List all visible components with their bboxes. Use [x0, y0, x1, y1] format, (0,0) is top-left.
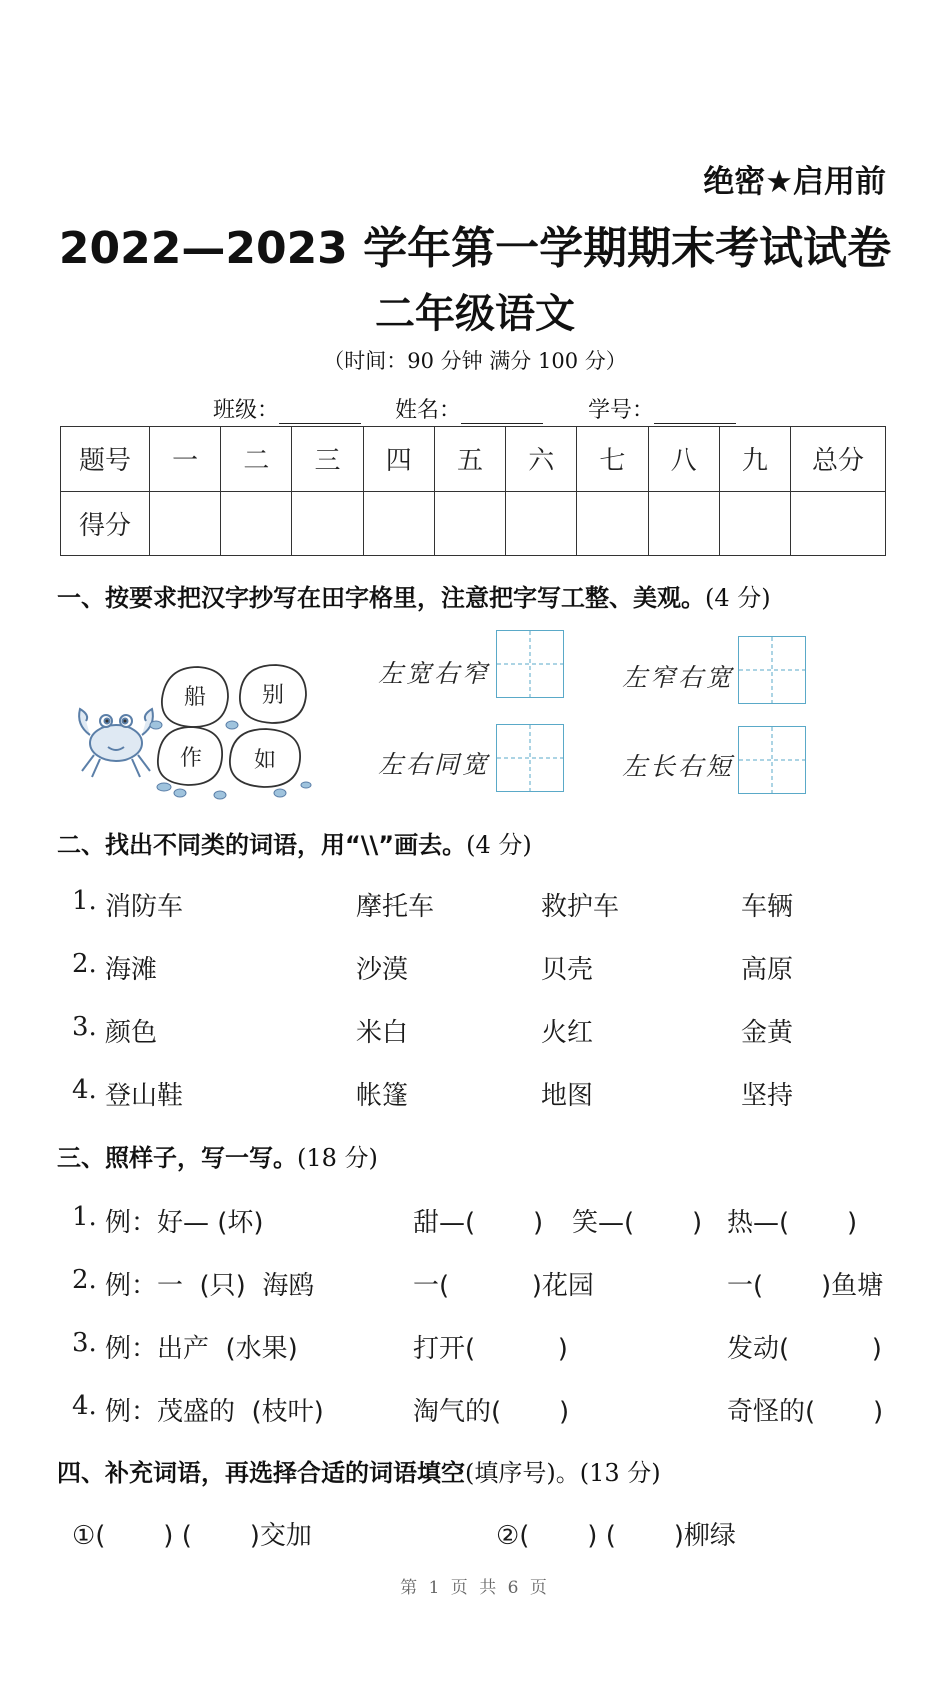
score-input-cell[interactable] — [434, 491, 505, 556]
tianzige-grid[interactable] — [738, 726, 806, 794]
exam-title: 2022—2023 学年第一学期期末考试试卷 — [58, 223, 892, 274]
stone-char: 船 — [184, 685, 207, 710]
score-input-cell[interactable] — [506, 491, 577, 556]
tianzige-grid[interactable] — [496, 724, 564, 792]
question-number: 3. — [72, 1328, 97, 1358]
score-table-score-row — [61, 491, 886, 556]
writing-rule-label: 左右同宽 — [378, 750, 491, 779]
score-cell: 四 — [363, 427, 434, 492]
score-input-cell[interactable] — [719, 491, 790, 556]
word-option[interactable]: 车辆 — [741, 892, 794, 922]
crab-icon — [79, 709, 153, 777]
tianzige-grid[interactable] — [738, 636, 806, 704]
word-option[interactable]: 登山鞋 — [105, 1081, 184, 1111]
score-table — [60, 426, 886, 556]
word-option[interactable]: 救护车 — [541, 892, 620, 922]
word-option[interactable]: 贝壳 — [541, 955, 594, 985]
score-table-header-row — [61, 427, 886, 492]
word-option[interactable]: 火红 — [541, 1018, 594, 1048]
example-text: 例：茂盛的 (枝叶) — [105, 1397, 324, 1427]
question-number: 2. — [72, 949, 97, 979]
word-option[interactable]: 帐篷 — [356, 1081, 409, 1111]
question-number: 1. — [72, 1202, 97, 1232]
score-input-cell[interactable] — [150, 491, 221, 556]
word-option[interactable]: 坚持 — [741, 1081, 794, 1111]
score-cell: 八 — [648, 427, 719, 492]
example-text: 例：一 (只) 海鸥 — [105, 1271, 315, 1301]
question-number: 4. — [72, 1391, 97, 1421]
question-number: 3. — [72, 1012, 97, 1042]
stone-char: 别 — [262, 683, 285, 708]
word-option[interactable]: 海滩 — [105, 955, 158, 985]
score-input-cell[interactable] — [791, 491, 886, 556]
word-option[interactable]: 米白 — [356, 1018, 409, 1048]
fill-blank[interactable]: 笑—( ) — [572, 1208, 703, 1238]
stone-char: 如 — [254, 748, 277, 773]
score-cell: 总分 — [791, 427, 886, 492]
word-option[interactable]: 金黄 — [741, 1018, 794, 1048]
section-3-title: 三、照样子，写一写。(18 分) — [57, 1144, 378, 1172]
tianzige-grid[interactable] — [496, 630, 564, 698]
fill-blank[interactable]: 发动( ) — [727, 1334, 882, 1364]
score-cell: 六 — [506, 427, 577, 492]
example-text: 例：出产 (水果) — [105, 1334, 298, 1364]
crab-stones-illustration — [70, 655, 340, 805]
score-cell: 三 — [292, 427, 363, 492]
question-number: 2. — [72, 1265, 97, 1295]
fill-blank[interactable]: ②( ) ( )柳绿 — [496, 1521, 736, 1551]
section-4-title: 四、补充词语，再选择合适的词语填空(填序号)。(13 分) — [57, 1459, 661, 1487]
word-option[interactable]: 沙漠 — [356, 955, 409, 985]
fill-blank[interactable]: 奇怪的( ) — [727, 1397, 884, 1427]
writing-rule-label: 左宽右窄 — [378, 659, 491, 688]
fill-blank[interactable]: 甜—( ) — [413, 1208, 544, 1238]
score-cell: 二 — [221, 427, 292, 492]
score-cell: 一 — [150, 427, 221, 492]
score-cell: 五 — [434, 427, 505, 492]
question-number: 1. — [72, 886, 97, 916]
score-cell: 题号 — [61, 427, 150, 492]
writing-rule-label: 左窄右宽 — [622, 663, 735, 692]
example-text: 例：好— (坏) — [105, 1208, 264, 1238]
word-option[interactable]: 颜色 — [105, 1018, 158, 1048]
name-field: 姓名： — [395, 393, 543, 424]
word-option[interactable]: 消防车 — [105, 892, 184, 922]
fill-blank[interactable]: 打开( ) — [413, 1334, 568, 1364]
word-option[interactable]: 摩托车 — [356, 892, 435, 922]
score-input-cell[interactable] — [648, 491, 719, 556]
score-cell: 得分 — [61, 491, 150, 556]
score-input-cell[interactable] — [363, 491, 434, 556]
score-cell: 九 — [719, 427, 790, 492]
section-1-title: 一、按要求把汉字抄写在田字格里，注意把字写工整、美观。(4 分) — [57, 584, 771, 612]
fill-blank[interactable]: ①( ) ( )交加 — [72, 1521, 312, 1551]
fill-blank[interactable]: 淘气的( ) — [413, 1397, 570, 1427]
writing-rule-label: 左长右短 — [622, 752, 735, 781]
class-field: 班级： — [213, 393, 361, 424]
stone-char: 作 — [180, 746, 203, 771]
question-number: 4. — [72, 1075, 97, 1105]
exam-subtitle: 二年级语文 — [375, 291, 575, 337]
word-option[interactable]: 高原 — [741, 955, 794, 985]
score-input-cell[interactable] — [292, 491, 363, 556]
score-input-cell[interactable] — [221, 491, 292, 556]
score-input-cell[interactable] — [577, 491, 648, 556]
word-option[interactable]: 地图 — [541, 1081, 594, 1111]
time-info: （时间：90 分钟 满分 100 分） — [323, 349, 627, 373]
secret-mark: 绝密★启用前 — [703, 164, 886, 200]
student-id-field: 学号： — [588, 393, 736, 424]
section-2-title: 二、找出不同类的词语，用“\\”画去。(4 分) — [57, 831, 532, 859]
fill-blank[interactable]: 热—( ) — [727, 1208, 858, 1238]
page-footer: 第 1 页 共 6 页 — [400, 1578, 550, 1598]
fill-blank[interactable]: 一( )鱼塘 — [727, 1271, 884, 1301]
score-cell: 七 — [577, 427, 648, 492]
fill-blank[interactable]: 一( )花园 — [413, 1271, 594, 1301]
